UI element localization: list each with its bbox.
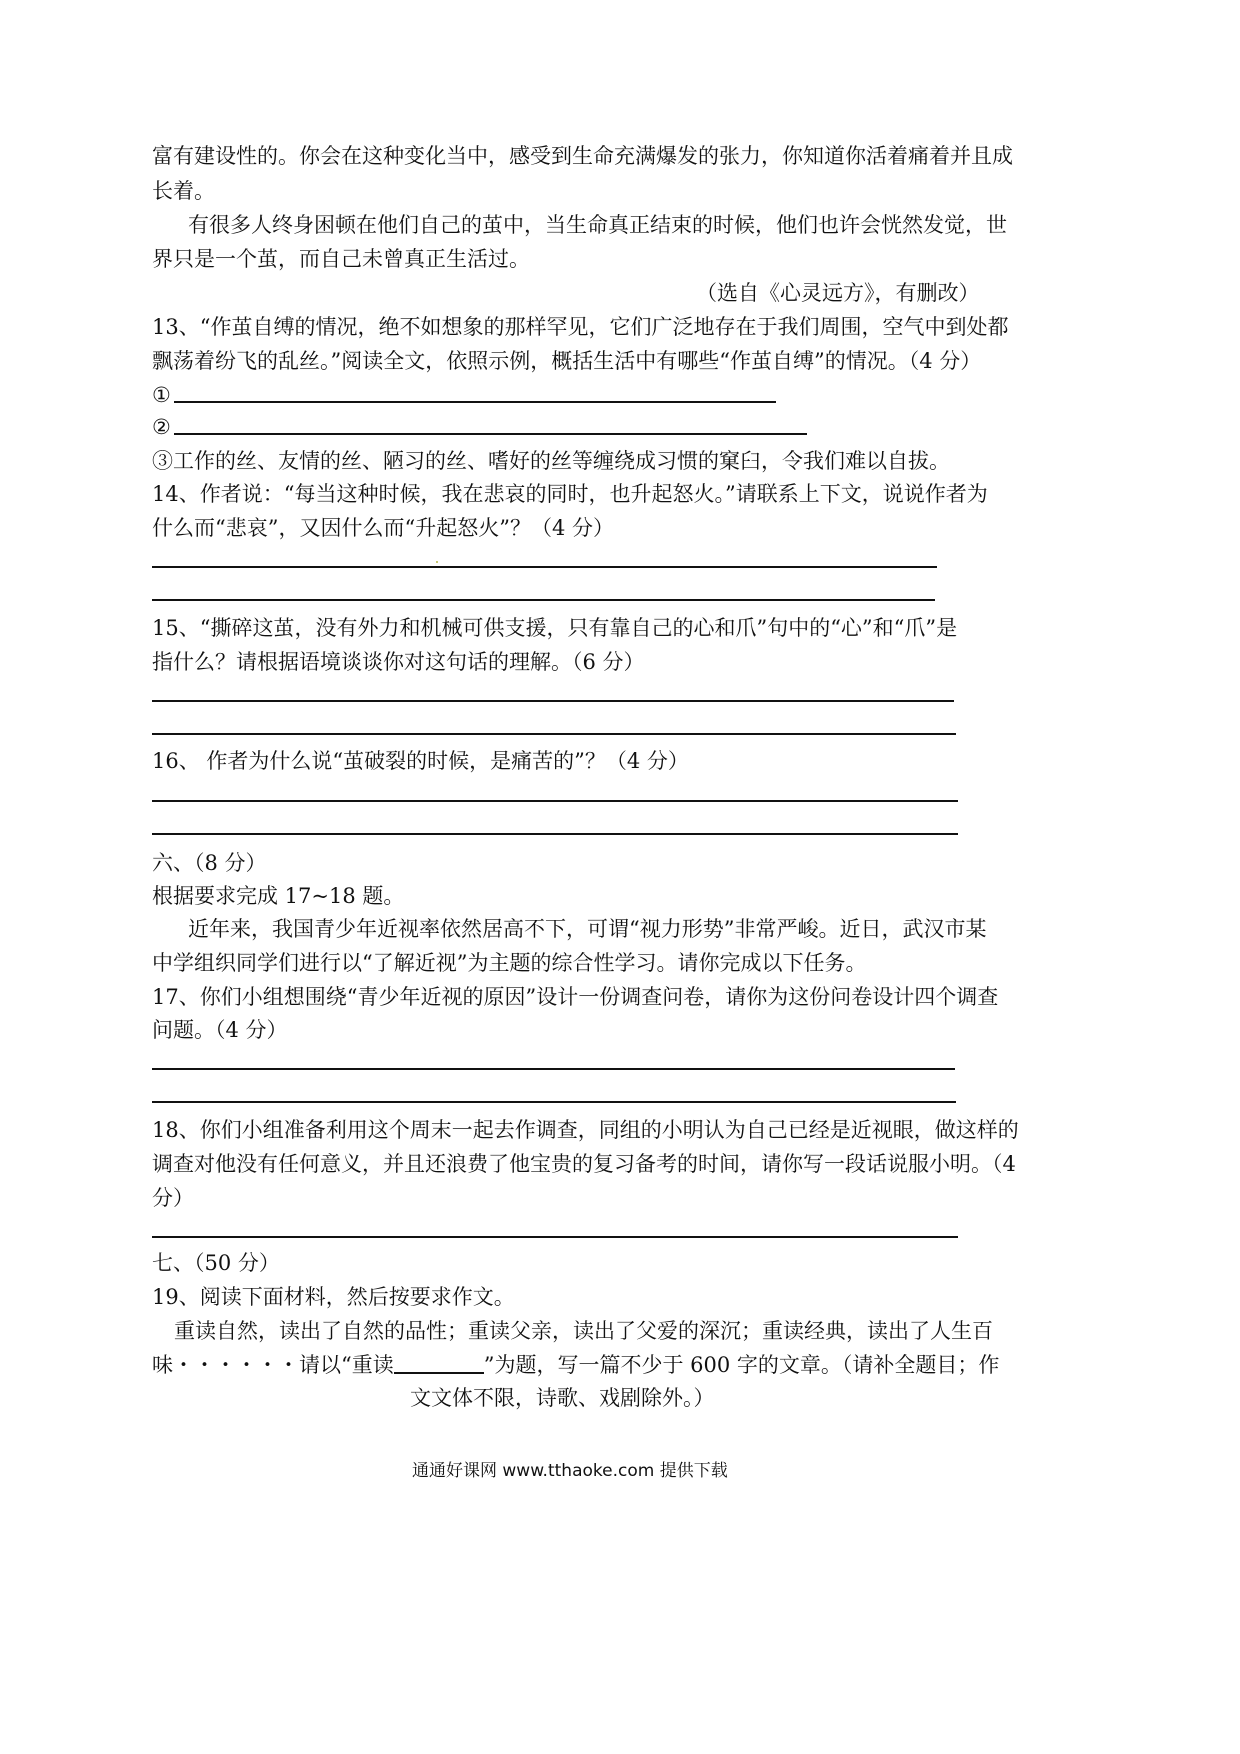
q13-marker-2: ② [152, 415, 171, 439]
section6-heading: 六、（8 分） [152, 851, 267, 875]
q13-answer-line-1[interactable] [174, 401, 776, 403]
q19-material-line-2a: 味・・・・・・请以“重读 [152, 1353, 394, 1377]
q18-line-2: 调查对他没有任何意义，并且还浪费了他宝贵的复习备考的时间，请你写一段话说服小明。（4 [152, 1152, 1016, 1176]
q19-material-line-3: 文文体不限，诗歌、戏剧除外。） [410, 1386, 715, 1410]
q19-line-1: 19、阅读下面材料，然后按要求作文。 [152, 1285, 515, 1309]
q16-answer-line-2[interactable] [152, 833, 958, 835]
q16-line-1: 16、 作者为什么说“茧破裂的时候，是痛苦的”？（4 分） [152, 749, 689, 773]
q15-line-2: 指什么？请根据语境谈谈你对这句话的理解。（6 分） [152, 650, 645, 674]
title-blank[interactable] [394, 1352, 484, 1374]
section6-paragraph-1: 近年来，我国青少年近视率依然居高不下，可谓“视力形势”非常严峻。近日，武汉市某 [188, 917, 987, 941]
q13-line-1: 13、“作茧自缚的情况，绝不如想象的那样罕见，它们广泛地存在于我们周围，空气中到处都 [152, 315, 1009, 339]
q19-material-line-1: 重读自然，读出了自然的品性；重读父亲，读出了父爱的深沉；重读经典，读出了人生百 [174, 1319, 993, 1343]
q13-answer-line-2[interactable] [174, 433, 807, 435]
q18-line-1: 18、你们小组准备利用这个周末一起去作调查，同组的小明认为自己已经是近视眼，做这样的 [152, 1118, 1019, 1142]
passage-line-2: 长着。 [152, 179, 215, 203]
scan-speck [436, 561, 438, 563]
passage-line-1: 富有建设性的。你会在这种变化当中，感受到生命充满爆发的张力，你知道你活着痛着并且成 [152, 144, 1013, 168]
q13-line-3: ③工作的丝、友情的丝、陋习的丝、嗜好的丝等缠绕成习惯的窠臼，令我们难以自拔。 [152, 449, 950, 473]
q18-line-3: 分） [152, 1186, 194, 1210]
q13-marker-1: ① [152, 383, 171, 407]
q19-material-line-2 [152, 1352, 999, 1378]
q13-line-2: 飘荡着纷飞的乱丝。”阅读全文，依照示例，概括生活中有哪些“作茧自缚”的情况。（4 分） [152, 349, 982, 373]
section7-heading: 七、（50 分） [152, 1251, 280, 1275]
q15-line-1: 15、“撕碎这茧，没有外力和机械可供支援，只有靠自己的心和爪”句中的“心”和“爪”是 [152, 616, 958, 640]
page-footer: 通通好课网 www.tthaoke.com 提供下载 [412, 1461, 728, 1481]
q18-answer-line-1[interactable] [152, 1236, 958, 1238]
q15-answer-line-2[interactable] [152, 733, 956, 735]
passage-line-3: 有很多人终身困顿在他们自己的茧中，当生命真正结束的时候，他们也许会恍然发觉，世 [188, 213, 1007, 237]
q15-answer-line-1[interactable] [152, 700, 954, 702]
q14-line-1: 14、作者说：“每当这种时候，我在悲哀的同时，也升起怒火。”请联系上下文，说说作者为 [152, 482, 988, 506]
q19-material-line-2b: ”为题，写一篇不少于 600 字的文章。（请补全题目；作 [483, 1353, 1000, 1377]
q16-answer-line-1[interactable] [152, 800, 958, 802]
section6-instruction: 根据要求完成 17~18 题。 [152, 884, 405, 908]
q17-answer-line-2[interactable] [152, 1101, 956, 1103]
section6-paragraph-2: 中学组织同学们进行以“了解近视”为主题的综合性学习。请你完成以下任务。 [152, 951, 867, 975]
q17-line-1: 17、你们小组想围绕“青少年近视的原因”设计一份调查问卷，请你为这份问卷设计四个调查 [152, 985, 999, 1009]
q14-answer-line-2[interactable] [152, 599, 935, 601]
passage-line-4: 界只是一个茧，而自己未曾真正生活过。 [152, 247, 530, 271]
passage-source: （选自《心灵远方》，有删改） [696, 281, 980, 305]
q17-line-2: 问题。（4 分） [152, 1018, 288, 1042]
q14-line-2: 什么而“悲哀”，又因什么而“升起怒火”？（4 分） [152, 516, 614, 540]
q17-answer-line-1[interactable] [152, 1068, 955, 1070]
q14-answer-line-1[interactable] [152, 566, 937, 568]
